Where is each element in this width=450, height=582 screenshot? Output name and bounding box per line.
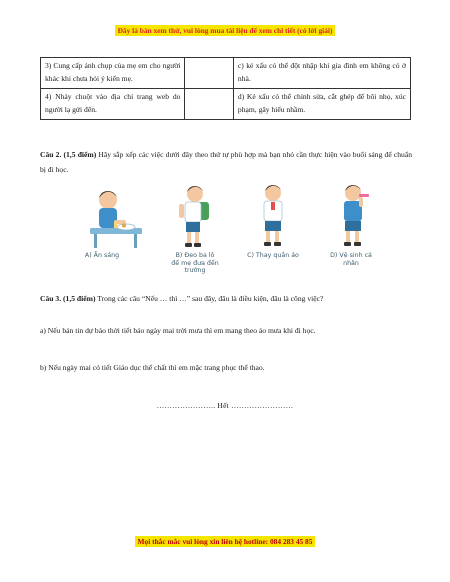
table-cell-blank [185,58,233,89]
table-cell-right: d) Kẻ xấu có thể chỉnh sửa, cắt ghép để bôi nhọ, xúc phạm, gây hiểu nhầm. [233,89,410,120]
table-row [41,89,411,120]
footer-banner: Mọi thắc mắc vui lòng xin liên hệ hotline: 084 283 45 85 [0,537,450,546]
option-a-caption: A) Ăn sáng [84,252,120,259]
question-3 [40,292,412,307]
brushing-teeth-illustration [313,180,393,250]
question-3-item-b: b) Nếu ngày mai có tiết Giáo dục thể chất thì em mặc trang phục thể thao. [40,363,265,372]
illustration-row [70,180,400,280]
question-2-text: Hãy sắp xếp các việc dưới đây theo thứ tự phù hợp mà bạn nhỏ cần thực hiện vào buổi sáng để chuẩn bị đi học. [40,150,412,174]
option-d-caption: D) Vệ sinh cá nhân [330,252,372,267]
header-banner: Đây là bản xem thử, vui lòng mua tài liệu để xem chi tiết (có lời giải) [0,26,450,35]
question-2 [40,148,412,177]
question-2-label: Câu 2. (1,5 điểm) [40,150,97,159]
question-3-text: Trong các câu “Nếu … thì …” sau đây, đâu là điều kiện, đâu là công việc? [95,294,324,303]
option-b-caption: B) Đeo ba lô để mẹ đưa đến trường [171,252,219,274]
table-row [41,58,411,89]
table-cell-left: 3) Cung cấp ảnh chụp của mẹ em cho người khác khi chưa hỏi ý kiến mẹ. [41,58,185,89]
changing-clothes-illustration [235,180,315,250]
table-cell-left: 4) Nháy chuột vào địa chỉ trang web do người lạ gửi đến. [41,89,185,120]
matching-table [40,57,411,120]
end-marker: ………………….. Hết …………………… [156,401,294,410]
question-3-item-a: a) Nếu bản tin dự báo thời tiết báo ngày mai trời mưa thì em mang theo áo mưa khi đi học. [40,326,316,335]
option-c-caption: C) Thay quần áo [247,252,299,259]
backpack-boy-illustration [155,180,235,250]
eating-breakfast-illustration [70,180,150,250]
table-cell-blank [185,89,233,120]
question-3-label: Câu 3. (1,5 điểm) [40,294,96,303]
table-cell-right: c) kẻ xấu có thể đột nhập khi gia đình em không có ở nhà. [233,58,410,89]
